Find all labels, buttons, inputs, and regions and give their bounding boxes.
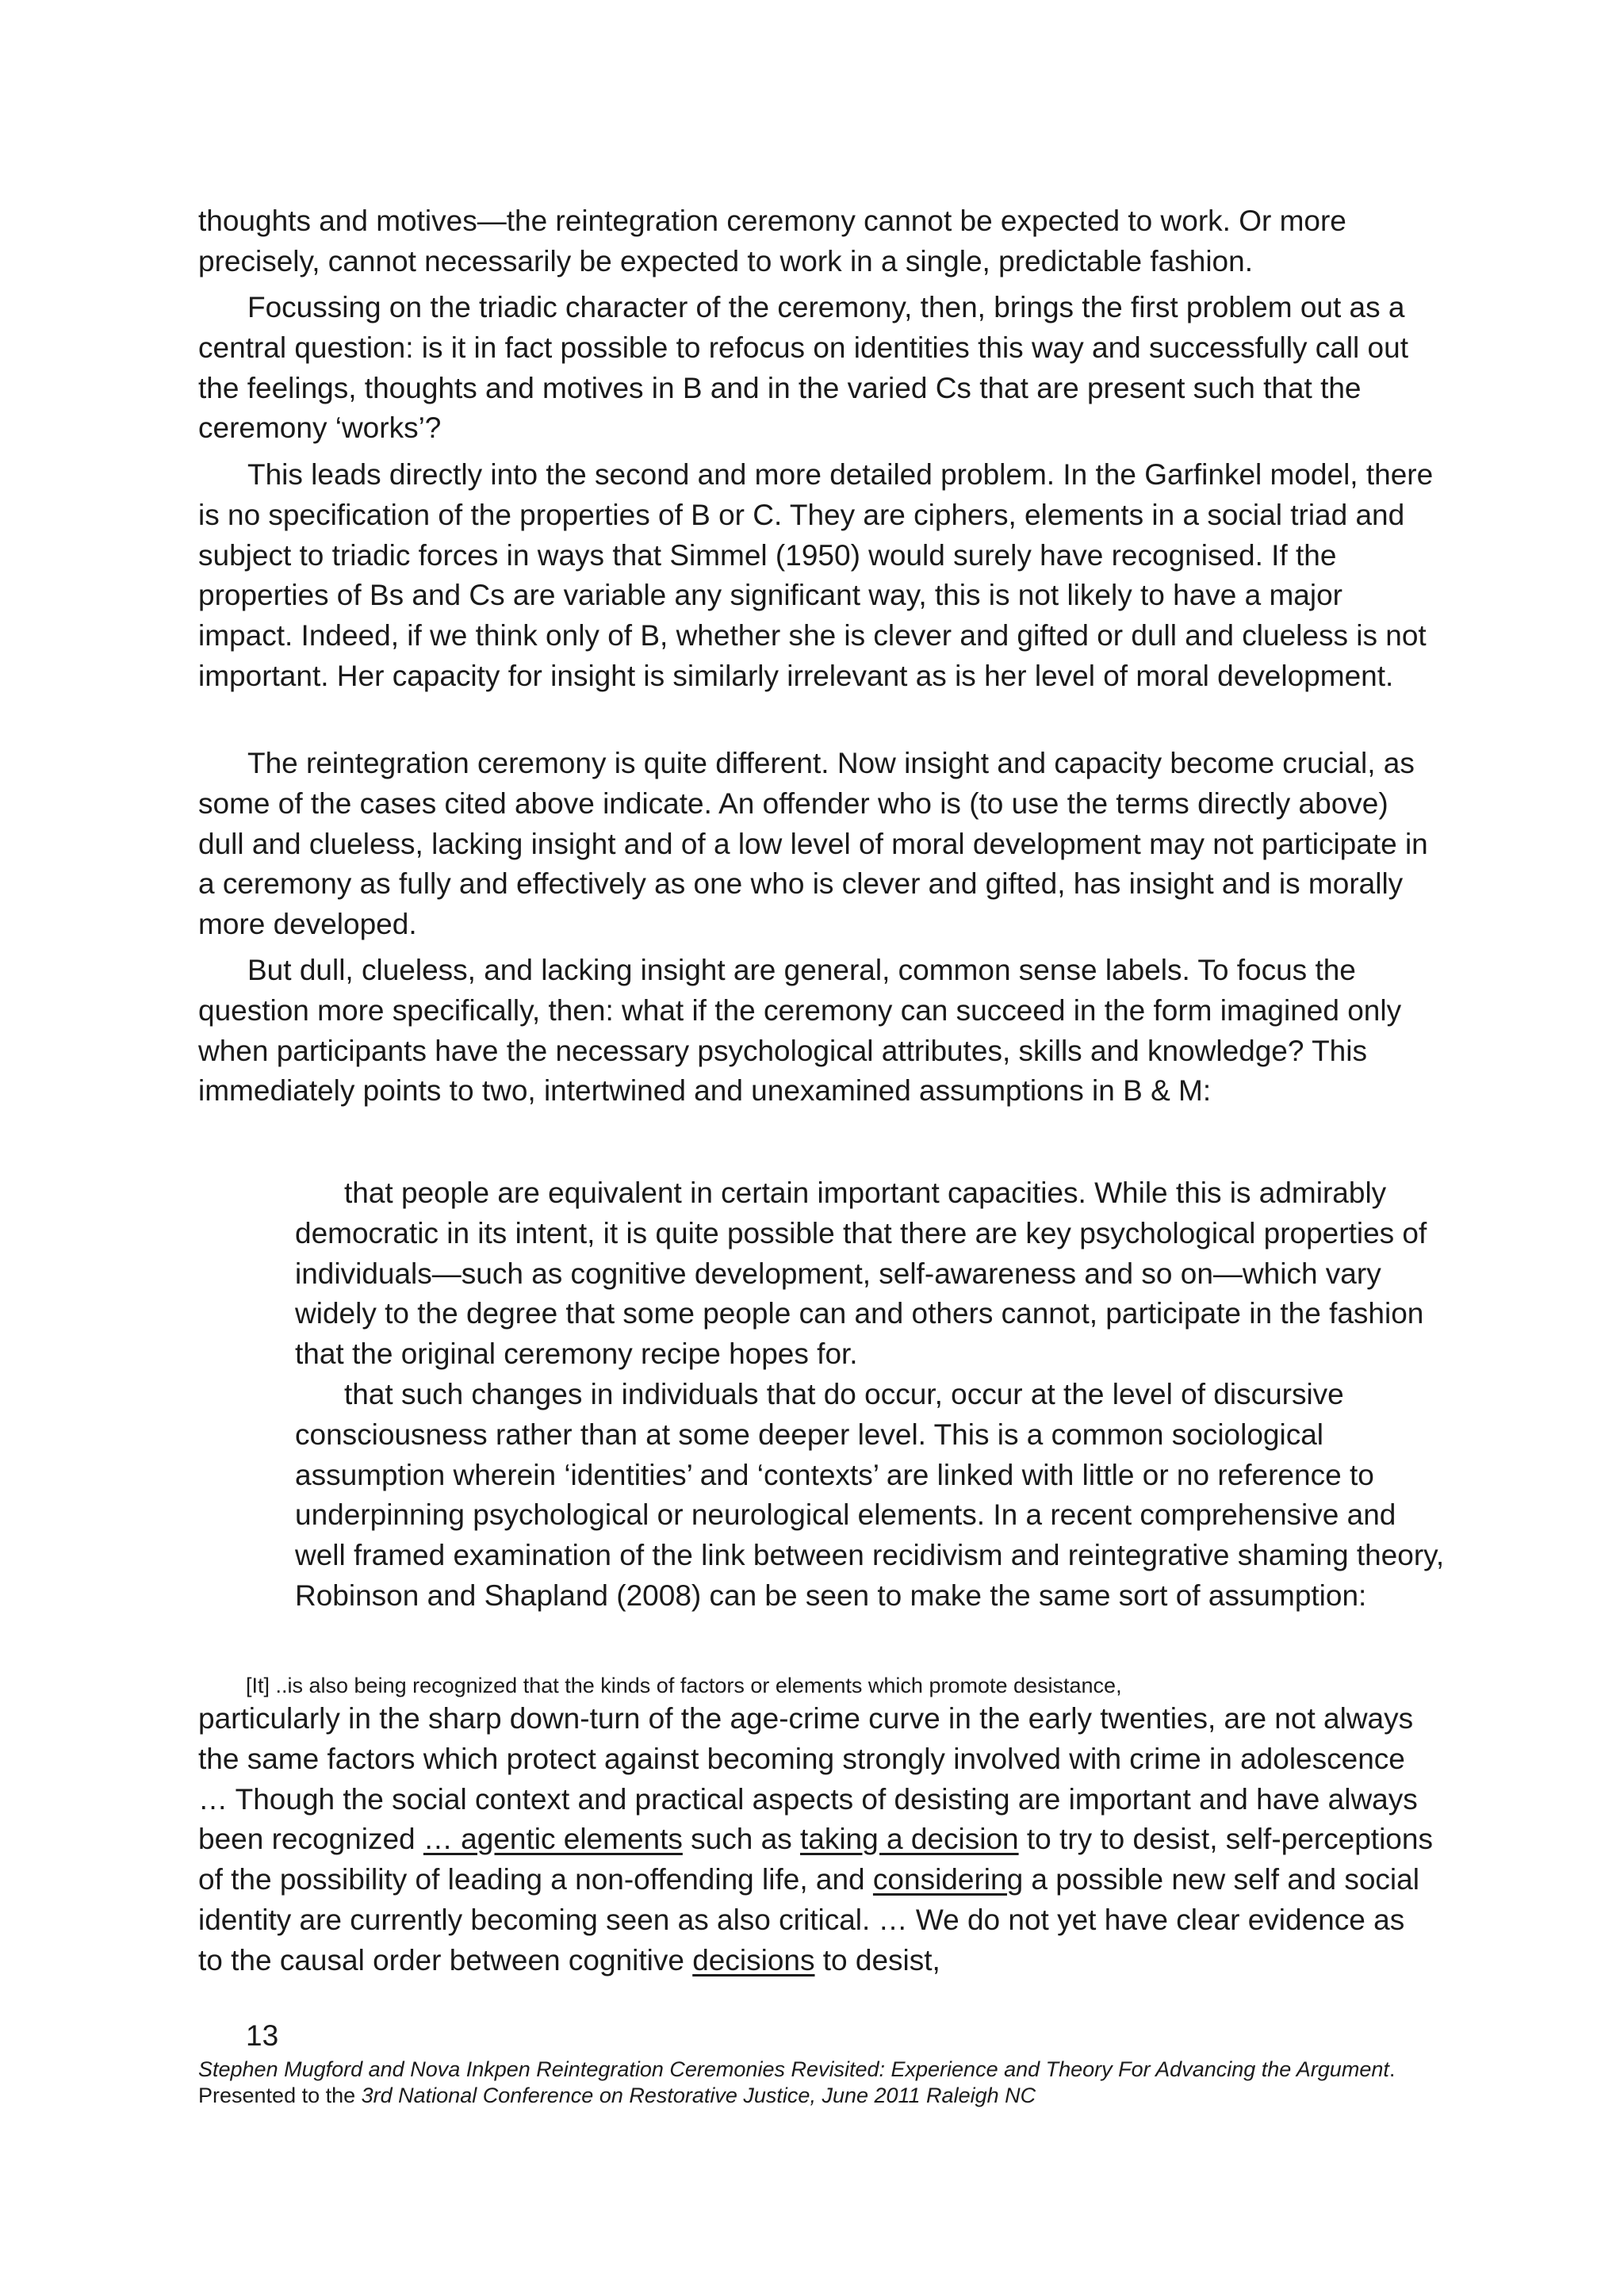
underlined-agentic-elements: … agentic elements <box>423 1823 683 1856</box>
paragraph-5: But dull, clueless, and lacking insight are general, common sense labels. To focus the question more specifically, then: what if the ceremony can succeed in the form imagined only when participants have the necessary psychological attributes, skills and knowledge? This immediately points to two, intertwined and unexamined assumptions in B & M: <box>198 954 1402 1108</box>
underlined-considering: considering <box>872 1863 1024 1896</box>
page-number: 13 <box>246 2019 279 2052</box>
underlined-decisions: decisions <box>692 1943 815 1976</box>
citation-text-e: to desist, <box>814 1943 940 1976</box>
footer-authors-title: Stephen Mugford and Nova Inkpen Reintegration Ceremonies Revisited: Experience and Theory For Advancing the Argument <box>198 2057 1389 2081</box>
footer <box>198 2057 1483 2109</box>
paragraph-1: thoughts and motives—the reintegration ceremony cannot be expected to work. Or more precisely, cannot necessarily be expected to work in a single, predictable fashion. <box>198 205 1346 277</box>
citation-text-a: particularly in the sharp down-turn of the age-crime curve in the early twenties, are not always the same factors which protect against becoming strongly involved with crime in adolescence … Though the social context and practical aspects of desisting are important and have always been recognized <box>198 1702 1418 1856</box>
paragraph-3: This leads directly into the second and more detailed problem. In the Garfinkel model, there is no specification of the properties of B or C. They are ciphers, elements in a social triad and subject to triadic forces in ways that Simmel (1950) would surely have recognised. If the properties of Bs and Cs are variable any significant way, this is not likely to have a major impact. Indeed, if we think only of B, whether she is clever and gifted or dull and clueless is not important. Her capacity for insight is similarly irrelevant as is her level of moral development. <box>198 458 1434 692</box>
citation-intro: [It] ..is also being recognized that the kinds of factors or elements which promote desistance, <box>246 1674 1122 1697</box>
underlined-taking-a-decision: taking a decision <box>799 1823 1019 1856</box>
paragraph-4: The reintegration ceremony is quite different. Now insight and capacity become crucial, as some of the cases cited above indicate. An offender who is (to use the terms directly above) dull and clueless, lacking insight and of a low level of moral development may not participate in a ceremony as fully and effectively as one who is clever and gifted, has insight and is morally more developed. <box>198 747 1428 941</box>
citation-text <box>198 1699 1435 1981</box>
citation-text-c: to try to desist, self-perceptions of the possibility of leading a non-offending life, and <box>198 1823 1433 1896</box>
citation-text-d: a possible new self and social identity are currently becoming seen as also critical. … We do not yet have clear evidence as to the causal order between cognitive <box>198 1863 1419 1976</box>
paragraph-2: Focussing on the triadic character of the ceremony, then, brings the first problem out as a central question: is it in fact possible to refocus on identities this way and successfully call out the feelings, thoughts and motives in B and in the varied Cs that are present such that the ceremony ‘works’? <box>198 291 1408 445</box>
assumption-item: that such changes in individuals that do occur, occur at the level of discursive consciousness rather than at some deeper level. This is a common sociological assumption wherein ‘identities’ and ‘contexts’ are linked with little or no reference to underpinning psychological or neurological elements. In a recent comprehensive and well framed examination of the link between recidivism and reintegrative shaming theory, Robinson and Shapland (2008) can be seen to make the same sort of assumption: <box>295 1377 1445 1612</box>
citation-text-b: such as <box>682 1823 800 1856</box>
assumptions-list <box>295 1173 1453 1617</box>
assumption-item: that people are equivalent in certain important capacities. While this is admirably democratic in its intent, it is quite possible that there are key psychological properties of individuals—such as cognitive development, self-awareness and so on—which vary widely to the degree that some people can and others cannot, participate in the fashion that the original ceremony recipe hopes for. <box>295 1177 1427 1371</box>
footer-presented: . Presented to the <box>198 2057 1396 2107</box>
footer-conference: 3rd National Conference on Restorative Justice, June 2011 Raleigh NC <box>361 2084 1036 2107</box>
